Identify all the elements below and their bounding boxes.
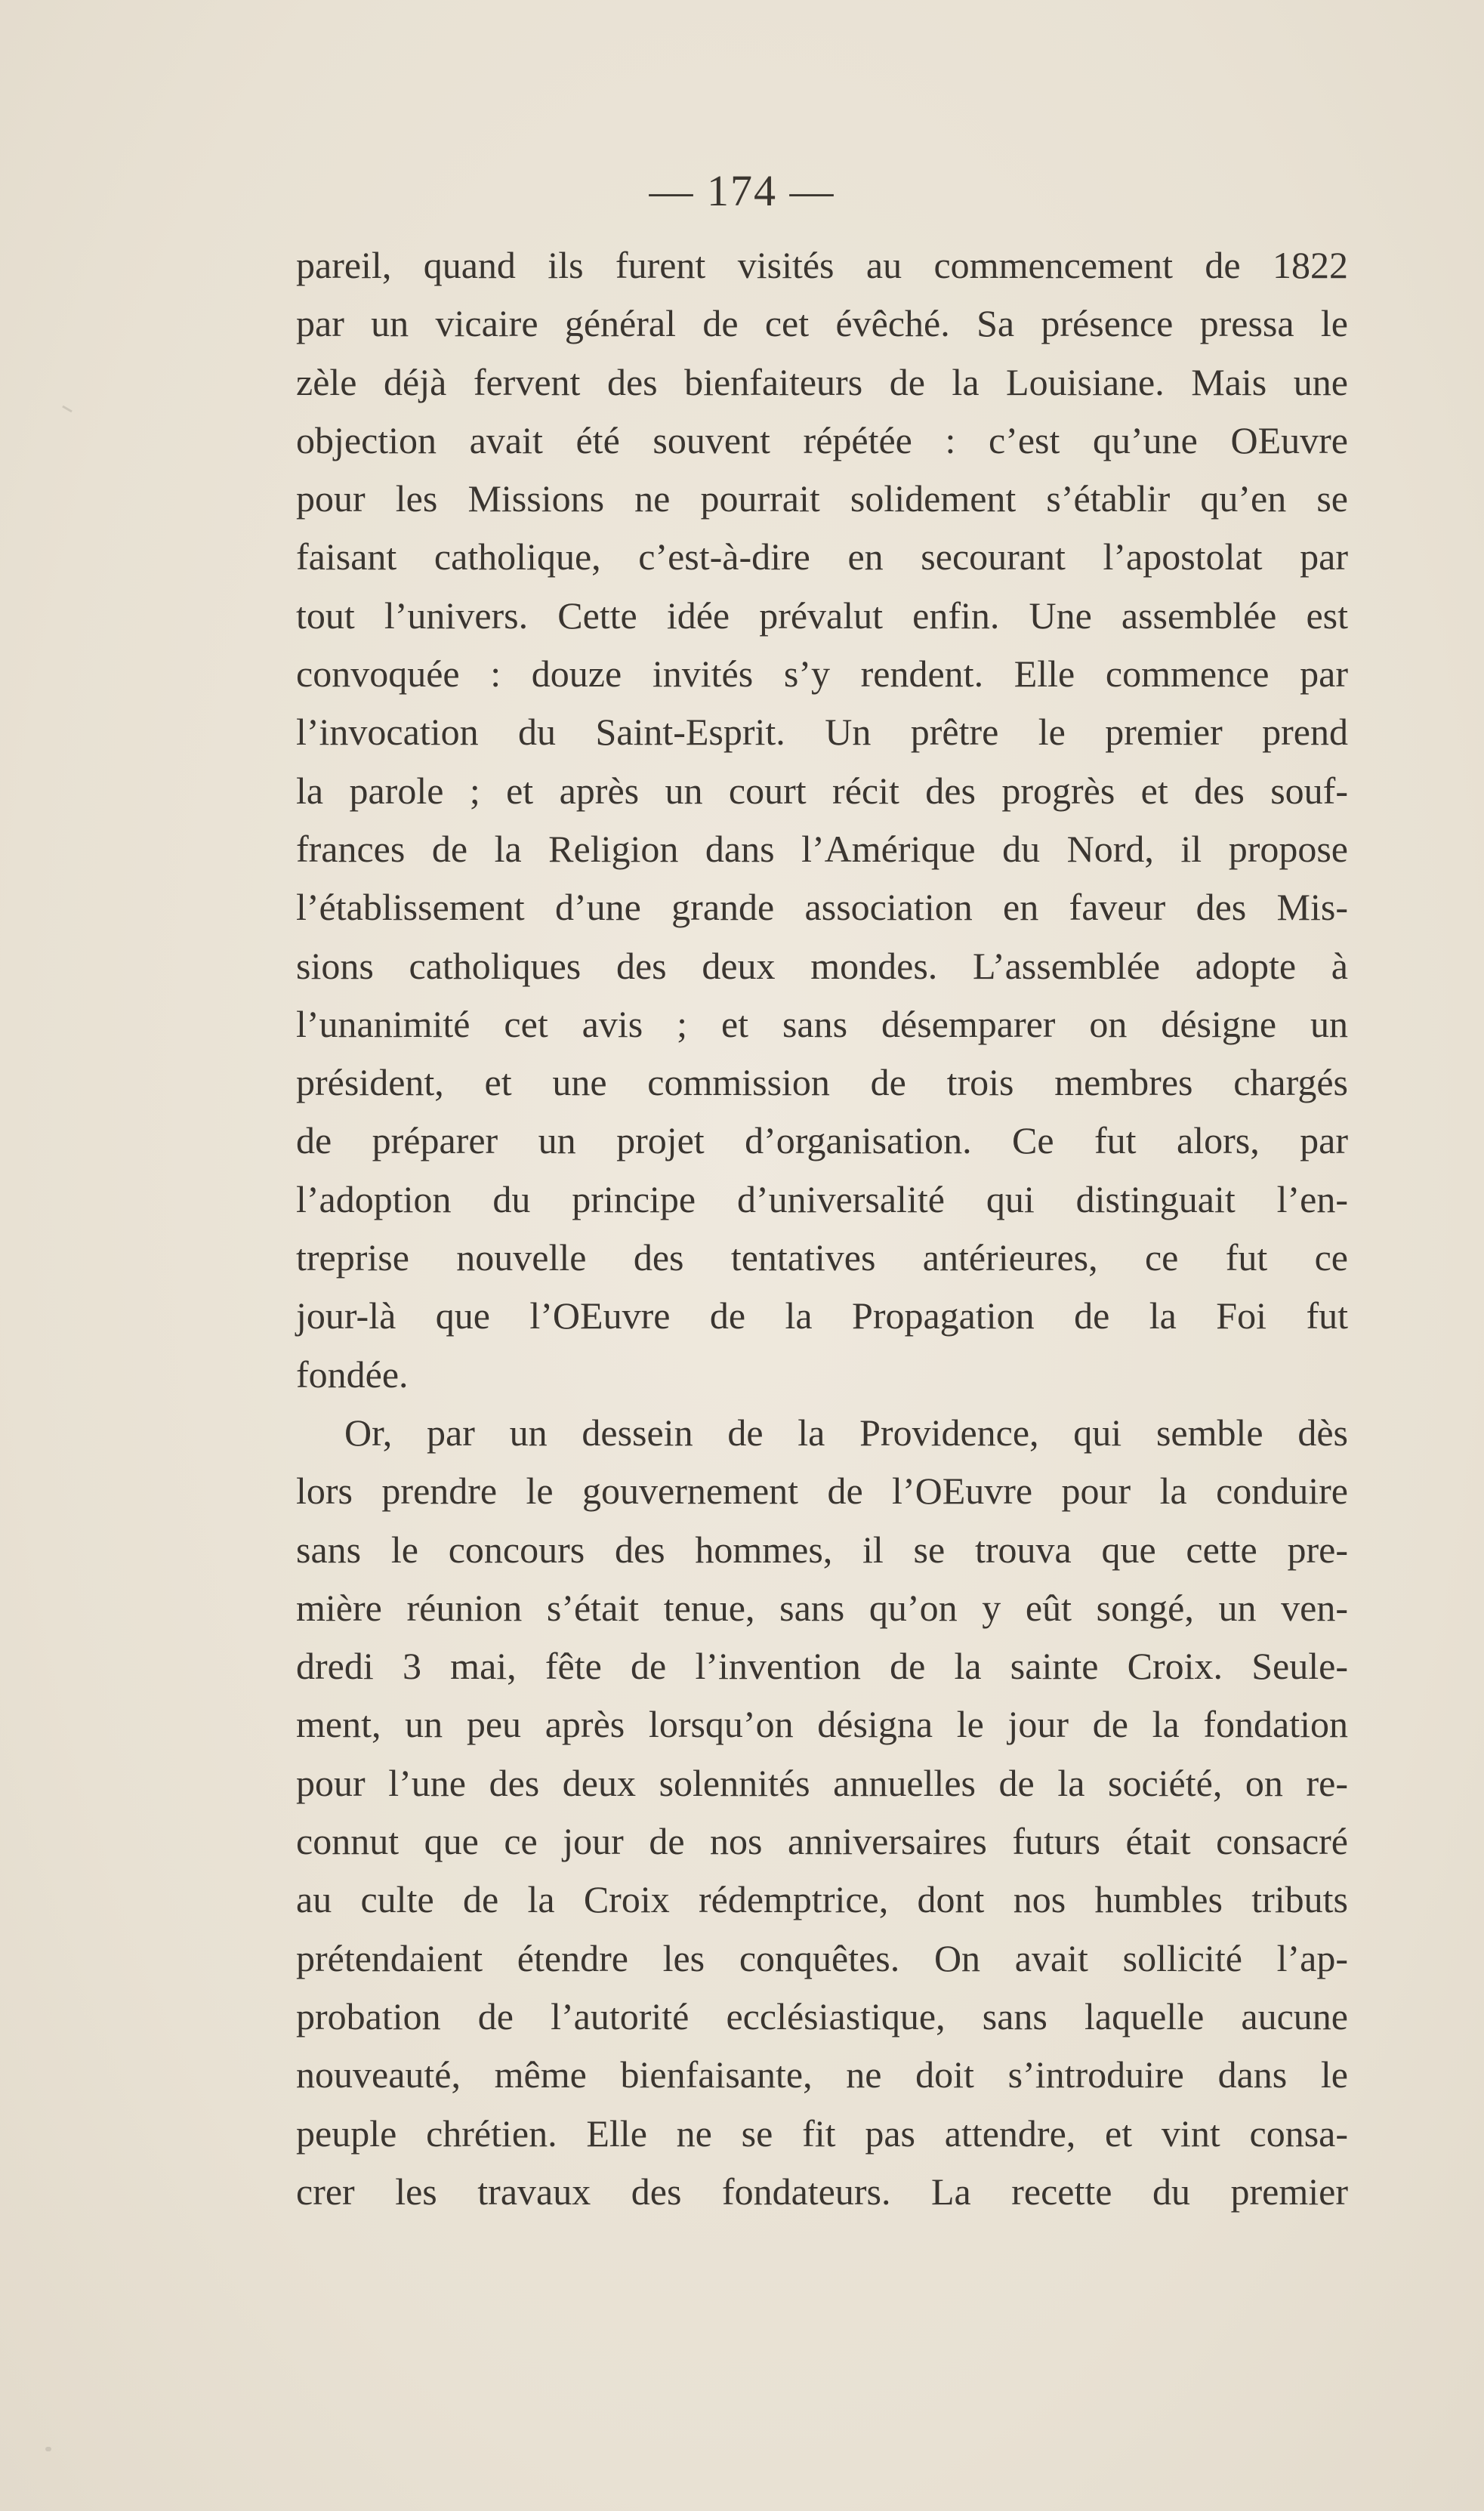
text-line: connut que ce jour de nos anniversaires futurs était consacré (296, 1820, 1348, 1863)
paper-speck (62, 406, 73, 413)
text-line: la parole ; et après un court récit des progrès et des souf- (296, 769, 1348, 812)
text-line: treprise nouvelle des tentatives antérieures, ce fut ce (296, 1236, 1348, 1279)
text-line: crer les travaux des fondateurs. La recette du premier (296, 2170, 1348, 2213)
text-line: nouveauté, même bienfaisante, ne doit s’introduire dans le (296, 2053, 1348, 2096)
text-line: peuple chrétien. Elle ne se fit pas attendre, et vint consa- (296, 2112, 1348, 2155)
text-line: faisant catholique, c’est-à-dire en secourant l’apostolat par (296, 535, 1348, 578)
text-line: mière réunion s’était tenue, sans qu’on y eût songé, un ven- (296, 1586, 1348, 1629)
text-line: pour l’une des deux solennités annuelles de la société, on re- (296, 1761, 1348, 1804)
text-line: l’invocation du Saint-Esprit. Un prêtre le premier prend (296, 711, 1348, 754)
text-line: sans le concours des hommes, il se trouva que cette pre- (296, 1528, 1348, 1571)
text-line: sions catholiques des deux mondes. L’assemblée adopte à (296, 944, 1348, 987)
text-line: dredi 3 mai, fête de l’invention de la sainte Croix. Seule- (296, 1645, 1348, 1688)
text-line: tout l’univers. Cette idée prévalut enfin. Une assemblée est (296, 594, 1348, 637)
text-line: l’unanimité cet avis ; et sans désemparer on désigne un (296, 1002, 1348, 1045)
page-number: — 174 — (649, 166, 835, 215)
text-line: pour les Missions ne pourrait solidement s’établir qu’en se (296, 477, 1348, 520)
text-line: lors prendre le gouvernement de l’OEuvre pour la conduire (296, 1470, 1348, 1513)
text-line: président, et une commission de trois membres chargés (296, 1061, 1348, 1104)
text-line: l’adoption du principe d’universalité qui distinguait l’en- (296, 1177, 1348, 1220)
text-line: probation de l’autorité ecclésiastique, sans laquelle aucune (296, 1994, 1348, 2037)
text-line: Or, par un dessein de la Providence, qui semble dès (344, 1411, 1348, 1454)
text-line: l’établissement d’une grande association en faveur des Mis- (296, 886, 1348, 929)
text-line: frances de la Religion dans l’Amérique du Nord, il propose (296, 827, 1348, 870)
text-line: jour-là que l’OEuvre de la Propagation de la Foi fut (296, 1294, 1348, 1337)
text-line: pareil, quand ils furent visités au commencement de 1822 (296, 244, 1348, 286)
text-line: au culte de la Croix rédemptrice, dont nos humbles tributs (296, 1878, 1348, 1921)
body-text (296, 236, 1348, 2221)
text-line: zèle déjà fervent des bienfaiteurs de la Louisiane. Mais une (296, 360, 1348, 403)
text-line: par un vicaire général de cet évêché. Sa présence pressa le (296, 302, 1348, 345)
text-line: convoquée : douze invités s’y rendent. Elle commence par (296, 652, 1348, 696)
text-line: ment, un peu après lorsqu’on désigna le jour de la fondation (296, 1703, 1348, 1746)
text-line: de préparer un projet d’organisation. Ce fut alors, par (296, 1119, 1348, 1162)
text-line: prétendaient étendre les conquêtes. On avait sollicité l’ap- (296, 1936, 1348, 1979)
text-line: objection avait été souvent répétée : c’est qu’une OEuvre (296, 418, 1348, 461)
text-line: fondée. (296, 1353, 409, 1396)
paper-speck (45, 2447, 51, 2451)
